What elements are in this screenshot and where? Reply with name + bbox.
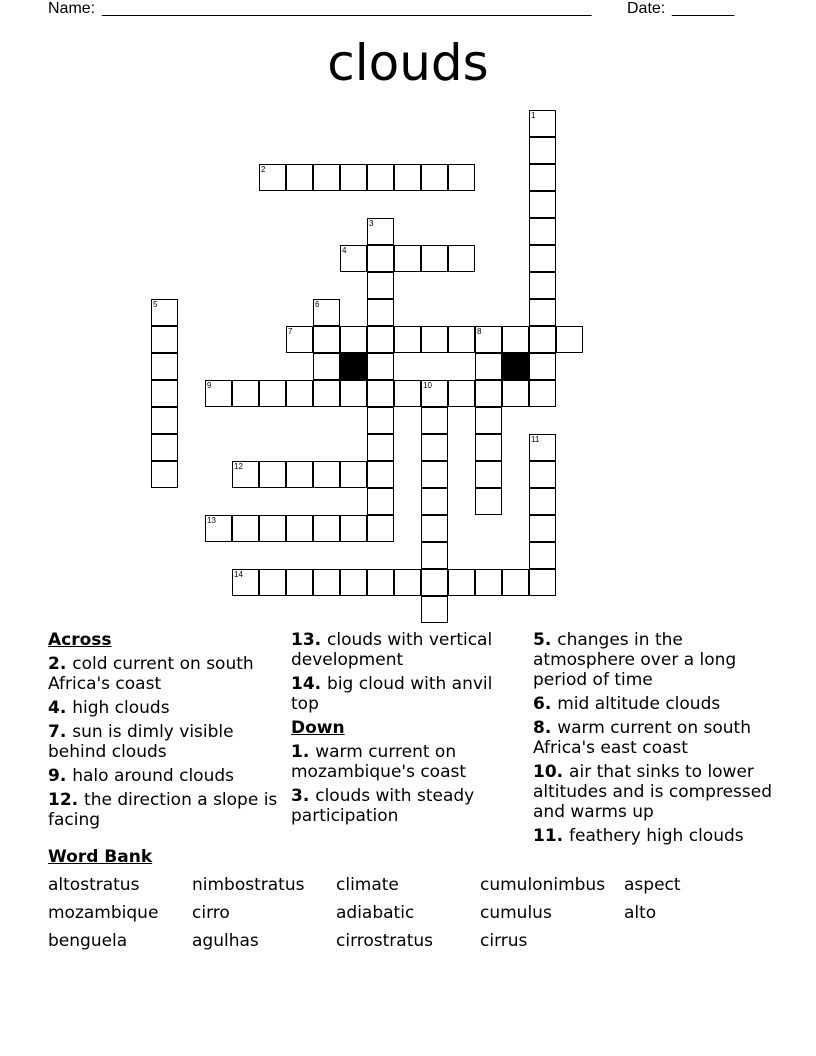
clue-num: 8. — [533, 718, 558, 738]
grid-cell[interactable] — [367, 434, 394, 461]
clue-text: clouds with vertical development — [291, 630, 493, 670]
clue-heading: Across — [48, 630, 112, 650]
grid-cell[interactable] — [502, 380, 529, 407]
grid-cell[interactable] — [529, 542, 556, 569]
word-bank-item: cirrus — [480, 931, 528, 951]
across-clue — [48, 766, 278, 786]
grid-cell[interactable] — [529, 110, 556, 137]
down-clue — [533, 718, 773, 758]
grid-cell[interactable] — [421, 164, 448, 191]
grid-cell[interactable] — [340, 326, 367, 353]
grid-cell[interactable] — [313, 299, 340, 326]
down-clue — [291, 742, 521, 782]
grid-cell[interactable] — [367, 569, 394, 596]
grid-cell[interactable] — [529, 326, 556, 353]
grid-cell[interactable] — [529, 434, 556, 461]
across-clue — [291, 674, 521, 714]
down-clue — [533, 630, 773, 690]
grid-cell[interactable] — [151, 461, 178, 488]
grid-cell[interactable] — [367, 515, 394, 542]
grid-cell[interactable] — [394, 326, 421, 353]
grid-cell[interactable] — [529, 191, 556, 218]
word-bank-item: altostratus — [48, 875, 140, 895]
grid-cell[interactable] — [502, 326, 529, 353]
grid-cell[interactable] — [232, 380, 259, 407]
grid-cell[interactable] — [394, 569, 421, 596]
grid-cell[interactable] — [394, 164, 421, 191]
grid-cell[interactable] — [556, 326, 583, 353]
grid-cell[interactable] — [529, 164, 556, 191]
grid-cell[interactable] — [367, 353, 394, 380]
grid-cell[interactable] — [340, 461, 367, 488]
grid-cell[interactable] — [340, 245, 367, 272]
clue-num: 12. — [48, 790, 85, 810]
grid-cell[interactable] — [367, 407, 394, 434]
clue-num: 14. — [291, 674, 328, 694]
clue-number: 2 — [261, 165, 266, 174]
word-bank-item: adiabatic — [336, 903, 415, 923]
clue-num: 7. — [48, 722, 73, 742]
grid-cell[interactable] — [475, 569, 502, 596]
clue-text: warm current on mozambique's coast — [291, 742, 467, 782]
grid-cell[interactable] — [340, 380, 367, 407]
black-square — [340, 353, 367, 380]
grid-cell[interactable] — [286, 461, 313, 488]
clue-number: 3 — [369, 219, 374, 228]
down-clue — [533, 762, 773, 822]
grid-cell[interactable] — [286, 515, 313, 542]
grid-cell[interactable] — [529, 380, 556, 407]
date-label: Date: — [627, 0, 666, 17]
grid-cell[interactable] — [475, 353, 502, 380]
grid-cell[interactable] — [529, 461, 556, 488]
grid-cell[interactable] — [529, 569, 556, 596]
word-bank-item: cumulonimbus — [480, 875, 606, 895]
grid-cell[interactable] — [367, 164, 394, 191]
grid-cell[interactable] — [421, 380, 448, 407]
across-clue — [48, 698, 278, 718]
grid-cell[interactable] — [313, 353, 340, 380]
grid-cell[interactable] — [421, 245, 448, 272]
grid-cell[interactable] — [313, 461, 340, 488]
clue-num: 2. — [48, 654, 73, 674]
clue-num: 9. — [48, 766, 73, 786]
clue-text: big cloud with anvil top — [291, 674, 493, 714]
grid-cell[interactable] — [448, 569, 475, 596]
grid-cell[interactable] — [421, 461, 448, 488]
grid-cell[interactable] — [421, 515, 448, 542]
grid-cell[interactable] — [421, 569, 448, 596]
grid-cell[interactable] — [340, 569, 367, 596]
grid-cell[interactable] — [475, 434, 502, 461]
grid-cell[interactable] — [529, 299, 556, 326]
clue-number: 6 — [315, 300, 320, 309]
clue-column-1 — [48, 630, 278, 834]
clue-text: warm current on south Africa's east coast — [533, 718, 751, 758]
clue-num: 1. — [291, 742, 316, 762]
grid-cell[interactable] — [475, 407, 502, 434]
grid-cell[interactable] — [502, 569, 529, 596]
clue-num: 11. — [533, 826, 570, 846]
clue-number: 4 — [342, 246, 347, 255]
grid-cell[interactable] — [340, 515, 367, 542]
across-clue — [48, 722, 278, 762]
grid-cell[interactable] — [286, 326, 313, 353]
word-bank-item: nimbostratus — [192, 875, 305, 895]
grid-cell[interactable] — [286, 164, 313, 191]
grid-cell[interactable] — [475, 380, 502, 407]
word-bank-heading: Word Bank — [48, 847, 153, 867]
grid-cell[interactable] — [475, 461, 502, 488]
clue-num: 13. — [291, 630, 328, 650]
grid-cell[interactable] — [259, 461, 286, 488]
clue-column-3 — [533, 630, 773, 850]
word-bank-item: aspect — [624, 875, 681, 895]
grid-cell[interactable] — [529, 272, 556, 299]
grid-cell[interactable] — [286, 380, 313, 407]
word-bank-item: cirrostratus — [336, 931, 434, 951]
grid-cell[interactable] — [340, 164, 367, 191]
grid-cell[interactable] — [367, 245, 394, 272]
name-label: Name: — [48, 0, 96, 17]
across-clue — [291, 630, 521, 670]
grid-cell[interactable] — [529, 353, 556, 380]
grid-cell[interactable] — [448, 245, 475, 272]
grid-cell[interactable] — [448, 164, 475, 191]
clue-text: the direction a slope is facing — [48, 790, 278, 830]
clue-number: 14 — [234, 570, 243, 579]
grid-cell[interactable] — [151, 407, 178, 434]
grid-cell[interactable] — [151, 434, 178, 461]
grid-cell[interactable] — [232, 515, 259, 542]
clue-number: 8 — [477, 327, 482, 336]
grid-cell[interactable] — [421, 488, 448, 515]
grid-cell[interactable] — [259, 164, 286, 191]
grid-cell[interactable] — [529, 137, 556, 164]
grid-cell[interactable] — [421, 434, 448, 461]
grid-cell[interactable] — [313, 164, 340, 191]
clue-column-2 — [291, 630, 521, 830]
grid-cell[interactable] — [205, 515, 232, 542]
clue-text: feathery high clouds — [569, 826, 744, 846]
grid-cell[interactable] — [529, 218, 556, 245]
grid-cell[interactable] — [367, 488, 394, 515]
clue-text: high clouds — [72, 698, 170, 718]
grid-cell[interactable] — [259, 569, 286, 596]
grid-cell[interactable] — [313, 515, 340, 542]
name-field-line[interactable]: _______________________________________________________ — [102, 0, 592, 17]
clue-number: 5 — [153, 300, 158, 309]
across-clue — [48, 654, 278, 694]
grid-cell[interactable] — [529, 488, 556, 515]
grid-cell[interactable] — [367, 380, 394, 407]
clue-num: 4. — [48, 698, 73, 718]
black-square — [502, 353, 529, 380]
clue-num: 3. — [291, 786, 316, 806]
clue-number: 10 — [423, 381, 432, 390]
grid-cell[interactable] — [286, 569, 313, 596]
grid-cell[interactable] — [394, 380, 421, 407]
grid-cell[interactable] — [421, 326, 448, 353]
grid-cell[interactable] — [367, 461, 394, 488]
word-bank-item: climate — [336, 875, 399, 895]
grid-cell[interactable] — [232, 461, 259, 488]
word-bank-item: mozambique — [48, 903, 159, 923]
word-bank-item: cumulus — [480, 903, 552, 923]
clue-number: 12 — [234, 462, 243, 471]
down-clue — [533, 694, 773, 714]
clue-num: 6. — [533, 694, 558, 714]
clue-heading: Down — [291, 718, 345, 738]
grid-cell[interactable] — [367, 299, 394, 326]
grid-cell[interactable] — [475, 326, 502, 353]
clue-number: 7 — [288, 327, 293, 336]
grid-cell[interactable] — [421, 596, 448, 623]
grid-cell[interactable] — [259, 515, 286, 542]
grid-cell[interactable] — [259, 380, 286, 407]
word-bank-item: cirro — [192, 903, 230, 923]
grid-cell[interactable] — [529, 515, 556, 542]
grid-cell[interactable] — [313, 569, 340, 596]
clue-text: sun is dimly visible behind clouds — [48, 722, 234, 762]
clue-text: halo around clouds — [72, 766, 235, 786]
grid-cell[interactable] — [313, 326, 340, 353]
grid-cell[interactable] — [232, 569, 259, 596]
word-bank-item: agulhas — [192, 931, 259, 951]
clue-number: 9 — [207, 381, 212, 390]
grid-cell[interactable] — [367, 218, 394, 245]
clue-num: 5. — [533, 630, 558, 650]
clue-number: 11 — [531, 435, 540, 444]
grid-cell[interactable] — [448, 380, 475, 407]
down-clue — [533, 826, 773, 846]
clue-text: clouds with steady participation — [291, 786, 475, 826]
word-bank-item: benguela — [48, 931, 128, 951]
grid-cell[interactable] — [367, 326, 394, 353]
clue-text: air that sinks to lower altitudes and is compressed and warms up — [533, 762, 772, 822]
clue-text: mid altitude clouds — [557, 694, 721, 714]
across-clue — [48, 790, 278, 830]
grid-cell[interactable] — [151, 299, 178, 326]
grid-cell[interactable] — [205, 380, 232, 407]
grid-cell[interactable] — [448, 326, 475, 353]
grid-cell[interactable] — [151, 380, 178, 407]
page-title: clouds — [327, 34, 489, 92]
grid-cell[interactable] — [313, 380, 340, 407]
word-bank-item: alto — [624, 903, 657, 923]
clue-number: 13 — [207, 516, 216, 525]
clue-text: changes in the atmosphere over a long period of time — [533, 630, 737, 690]
clue-text: cold current on south Africa's coast — [48, 654, 254, 694]
clue-number: 1 — [531, 111, 536, 120]
grid-cell[interactable] — [421, 407, 448, 434]
grid-cell[interactable] — [421, 542, 448, 569]
date-field-line[interactable]: _______ — [672, 0, 735, 17]
grid-cell[interactable] — [394, 245, 421, 272]
grid-cell[interactable] — [367, 272, 394, 299]
clue-num: 10. — [533, 762, 570, 782]
down-clue — [291, 786, 521, 826]
grid-cell[interactable] — [151, 353, 178, 380]
grid-cell[interactable] — [151, 326, 178, 353]
grid-cell[interactable] — [475, 488, 502, 515]
grid-cell[interactable] — [529, 245, 556, 272]
